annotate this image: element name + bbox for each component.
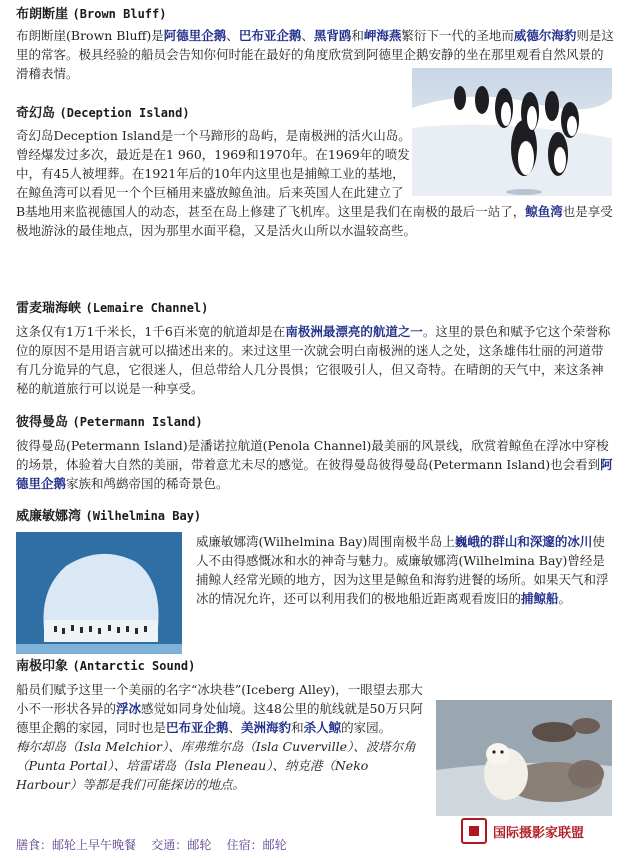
body-text: 也是享受极地游泳的最佳地点，因为那里水面平稳，又是活火山所以水温较高些。 [16,204,613,238]
highlighted-term: 岬海燕 [363,28,402,43]
body-text: 家族和鸬鹚帝国的稀奇景色。 [66,476,229,491]
heading-en: (Lemaire Channel) [85,301,209,315]
body-text: 这条仅有1万1千米长，1千6百米宽的航道却是在 [16,324,286,339]
body-text: 布朗断崖(Brown Bluff)是 [16,28,164,43]
heading-en: (Antarctic Sound) [72,659,196,673]
visit-locations-text: 梅尔却岛（Isla Melchior）、库弗维尔岛（Isla Cuverville）、波塔尔角（Punta Portal）、培雷诺岛（Isla Pleneau）、纳克港（Neko Harbour）等都是我们可能探访的地点。 [16,739,416,792]
section-body-lemaire-channel [16,322,614,398]
highlighted-term: 巴布亚企鹅 [238,28,302,43]
body-text: 船员们赋予这里一个美丽的名字“冰块巷”(Iceberg Alley)，一眼望去那大小不一形状各异的 [16,682,423,716]
highlighted-term: 浮冰 [116,701,142,716]
highlighted-term: 巍峨的群山和深邃的冰川 [454,534,593,549]
body-text: 威廉敏娜湾(Wilhelmina Bay)周围南极半岛上 [196,534,455,549]
body-text: 繁衍下一代的圣地而 [401,28,514,43]
body-text: 。 [558,591,572,606]
section-heading-wilhelmina-bay [16,508,201,525]
body-text: 、 [228,720,242,735]
transport-label: 交通： [151,838,188,852]
body-text: 和 [351,28,364,43]
ice-cave-photo [16,532,182,654]
section-body-deception-island [16,126,614,240]
meals-label: 膳食： [16,838,53,852]
heading-cn: 奇幻岛 [16,106,56,121]
body-text: 则是这里的常客。极具经验的船员会告知你何时能在最好的角度欣赏到阿德里企鹅安静的坐在那里观看自然风景的滑稽表情。 [16,28,614,81]
highlighted-term: 黑背鸥 [313,28,352,43]
body-text: 。这里的景色和赋予它这个荣誉称位的原因不是用语言就可以描述出来的。来过这里一次就会明白南极洲的迷人之处，这条雄伟壮丽的河道带有几分诡异的气息，它很迷人，但总带给人几分畏惧；它很吸引人，但又奇特。在晴朗的天气中，来这条神秘的航道旅行可以说是一种享受。 [16,324,611,396]
body-text: 感觉如同身处仙境。这48公里的航线就是50万只阿德里企鹅的家园，同时也是 [16,701,423,735]
section-body-petermann-island [16,436,614,493]
highlighted-term: 阿德里企鹅 [163,28,227,43]
seals-photo [436,700,612,816]
body-text: 奇幻岛Deception Island是一个马蹄形的岛屿，是南极洲的活火山岛。曾经爆发过多次，最近是在1 960，1969和1970年。在1969年的喷发中，有45人被埋葬。在1921年后的10年内这里也是捕鲸工业的基地，在鲸鱼湾可以看见一个个巨桶用来盛放鲸鱼油。后来英国人在此建立了B基地用来监视德国人的动态，甚至在岛上修建了飞机库。这里是我们在南极的最后一站了， [16,128,526,219]
body-text: 彼得曼岛(Petermann Island)是潘诺拉航道(Penola Channel)最美丽的风景线，欣赏着鲸鱼在浮冰中穿梭的场景，体验着大自然的美丽，带着意尤未尽的感觉。在彼得曼岛彼得曼岛(Petermann Island)也会看到 [16,438,609,472]
highlighted-term: 美洲海豹 [241,720,292,735]
heading-cn: 威廉敏娜湾 [16,509,82,524]
heading-en: (Petermann Island) [72,415,203,429]
section-heading-petermann-island [16,414,203,431]
highlighted-term: 巴布亚企鹅 [166,720,229,735]
heading-en: (Wilhelmina Bay) [85,509,202,523]
heading-en: (Brown Bluff) [72,7,167,21]
body-text: 、 [301,28,314,43]
body-text: 的家园。 [341,720,392,735]
heading-cn: 雷麦瑞海峡 [16,301,82,316]
image-float-spacer [412,126,614,200]
heading-cn: 布朗断崖 [16,7,69,22]
body-text: 、 [226,28,239,43]
meals-value: 邮轮上早午晚餐 [52,838,137,852]
highlighted-term: 捕鲸船 [521,591,559,606]
organization-logo [461,816,621,846]
logo-text: 国际摄影家联盟 [493,825,585,841]
lodging-label: 住宿： [226,838,263,852]
highlighted-term: 杀人鲸 [303,720,342,735]
section-body-wilhelmina-bay [196,532,612,608]
transport-value: 邮轮 [187,838,212,852]
heading-en: (Deception Island) [59,106,190,120]
highlighted-term: 阿德里企鹅 [16,457,613,491]
heading-cn: 彼得曼岛 [16,415,69,430]
body-text: 使人不由得感慨冰和水的神奇与魅力。威廉敏娜湾(Wilhelmina Bay)曾经是捕鲸人经常光顾的地方，因为这里是鲸鱼和海豹进餐的场所。如果天气和浮冰的情况允许，还可以利用我们的极地船近距离观看废旧的 [196,534,609,606]
trip-info-footer [16,836,287,853]
section-heading-antarctic-sound [16,658,195,675]
highlighted-term: 鲸鱼湾 [525,204,563,219]
section-heading-lemaire-channel [16,300,208,317]
section-heading-deception-island [16,105,190,122]
heading-cn: 南极印象 [16,659,69,674]
highlighted-term: 威德尔海豹 [513,28,577,43]
highlighted-term: 南极洲最漂亮的航道之一 [285,324,423,339]
seal-icon [461,818,487,844]
body-text: 和 [291,720,304,735]
lodging-value: 邮轮 [262,838,287,852]
section-heading-brown-bluff [16,6,166,23]
